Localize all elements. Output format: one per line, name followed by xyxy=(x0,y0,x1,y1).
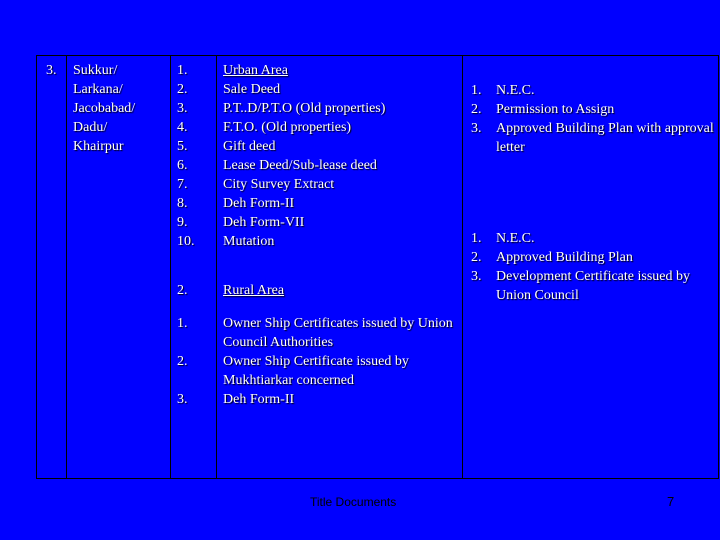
rural-area-heading: Rural Area xyxy=(223,283,285,298)
urban-item-index: 5. xyxy=(177,139,188,154)
rural-document: Deh Form-II xyxy=(223,392,295,407)
rural-document: Owner Ship Certificates issued by Union Council Authorities xyxy=(223,316,453,350)
list-item xyxy=(471,100,718,119)
list-item xyxy=(471,267,718,305)
index-cell xyxy=(171,56,217,479)
urban-area-heading: Urban Area xyxy=(223,63,288,78)
urban-document: F.T.O. (Old properties) xyxy=(223,120,352,135)
urban-item-index: 8. xyxy=(177,196,188,211)
rural-document: Owner Ship Certificate issued by Mukhtiarkar concerned xyxy=(223,354,409,388)
urban-item-index: 4. xyxy=(177,120,188,135)
serial-cell xyxy=(37,56,67,479)
requirement-number: 1. xyxy=(471,231,482,246)
urban-heading-index: 1. xyxy=(177,63,188,78)
table-row xyxy=(37,56,719,479)
urban-item-index: 2. xyxy=(177,82,188,97)
page-number: 7 xyxy=(667,494,675,509)
city-name: Sukkur/ xyxy=(73,63,118,78)
requirement-text: Approved Building Plan with approval letter xyxy=(496,121,714,155)
urban-document: P.T..D/P.T.O (Old properties) xyxy=(223,101,386,116)
urban-item-index: 3. xyxy=(177,101,188,116)
urban-item-index: 7. xyxy=(177,177,188,192)
footer-title: Title Documents xyxy=(310,495,397,509)
city-name: Larkana/ xyxy=(73,82,123,97)
rural-requirements xyxy=(463,157,718,305)
urban-document: Deh Form-VII xyxy=(223,215,305,230)
requirement-text: Development Certificate issued by Union Council xyxy=(496,269,690,303)
requirement-number: 2. xyxy=(471,102,482,117)
documents-cell xyxy=(217,56,463,479)
urban-item-index: 9. xyxy=(177,215,188,230)
urban-document: Mutation xyxy=(223,234,275,249)
list-item xyxy=(471,248,718,267)
city-name: Dadu/ xyxy=(73,120,108,135)
list-item xyxy=(471,229,718,248)
urban-document: City Survey Extract xyxy=(223,177,335,192)
urban-document: Gift deed xyxy=(223,139,276,154)
urban-item-index: 10. xyxy=(177,234,195,249)
requirement-text: N.E.C. xyxy=(496,83,535,98)
requirement-text: N.E.C. xyxy=(496,231,535,246)
urban-document: Lease Deed/Sub-lease deed xyxy=(223,158,377,173)
rural-item-index: 3. xyxy=(177,392,188,407)
city-cell xyxy=(67,56,171,479)
serial-number: 3. xyxy=(46,63,57,78)
list-item xyxy=(471,81,718,100)
urban-item-index: 6. xyxy=(177,158,188,173)
urban-requirements xyxy=(463,56,718,157)
requirement-number: 3. xyxy=(471,121,482,136)
requirement-number: 2. xyxy=(471,250,482,265)
title-documents-table xyxy=(36,55,719,479)
requirement-text: Approved Building Plan xyxy=(496,250,633,265)
list-item xyxy=(471,119,718,157)
requirement-text: Permission to Assign xyxy=(496,102,615,117)
city-name: Jacobabad/ xyxy=(73,101,136,116)
urban-document: Sale Deed xyxy=(223,82,281,97)
rural-item-index: 1. xyxy=(177,316,188,331)
rural-heading-index: 2. xyxy=(177,283,188,298)
requirement-number: 3. xyxy=(471,269,482,284)
rural-item-index: 2. xyxy=(177,354,188,369)
city-name: Khairpur xyxy=(73,139,124,154)
urban-document: Deh Form-II xyxy=(223,196,295,211)
requirements-cell xyxy=(463,56,719,479)
requirement-number: 1. xyxy=(471,83,482,98)
